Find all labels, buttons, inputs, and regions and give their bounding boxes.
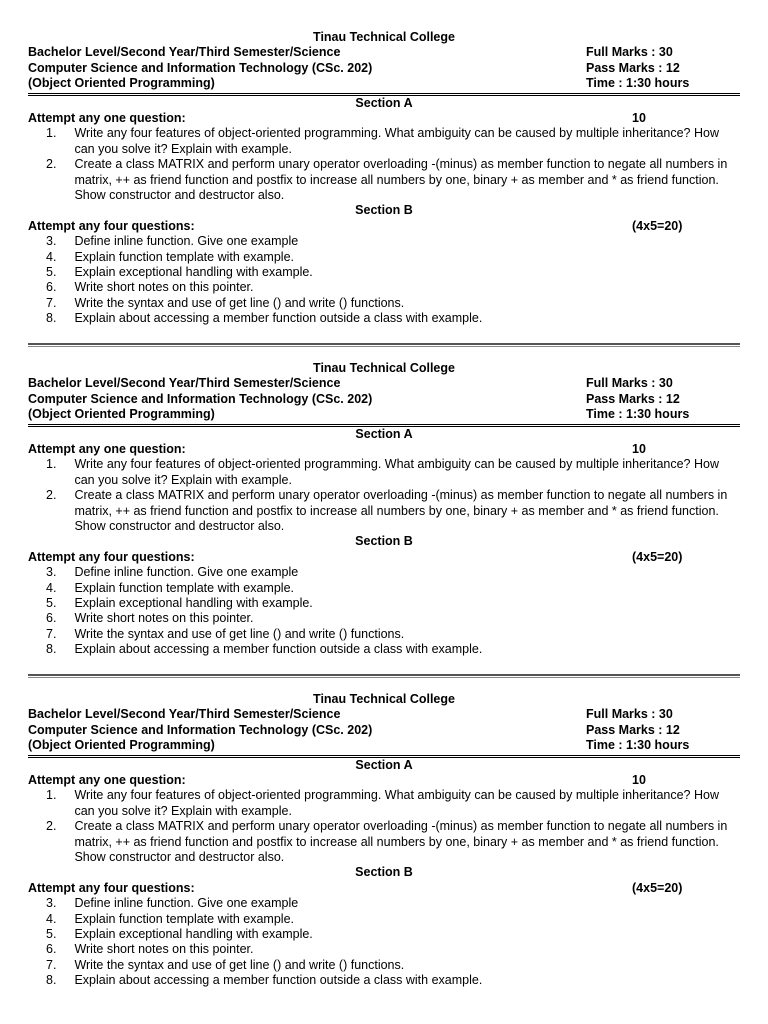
section-b-instruction: Attempt any four questions: — [28, 880, 195, 895]
section-b-marks: (4x5=20) — [632, 218, 683, 233]
question-item — [28, 627, 740, 642]
subject-name: (Object Oriented Programming) — [28, 738, 215, 753]
question-item — [28, 927, 740, 942]
college-name: Tinau Technical College — [313, 361, 455, 375]
section-b-marks: (4x5=20) — [632, 549, 683, 564]
section-b-title: Section B — [355, 865, 413, 880]
question-text: Define inline function. Give one example — [74, 565, 299, 580]
question-item — [28, 819, 740, 865]
pass-marks: Pass Marks : 12 — [586, 722, 680, 737]
section-a-title: Section A — [355, 757, 413, 772]
section-a-instruction: Attempt any one question: — [28, 110, 186, 125]
question-number: 1. — [46, 126, 57, 141]
header-row-course — [28, 723, 740, 738]
exam-slip-2 — [28, 361, 740, 658]
question-number: 6. — [46, 942, 57, 957]
question-text: Write short notes on this pointer. — [74, 611, 254, 626]
section-b-title: Section B — [355, 534, 413, 549]
program-level: Bachelor Level/Second Year/Third Semester/Science — [28, 376, 341, 391]
question-text: Define inline function. Give one example — [74, 896, 299, 911]
question-item — [28, 457, 740, 488]
section-b-instruction-row — [28, 550, 740, 565]
question-text: Explain exceptional handling with example. — [74, 264, 313, 279]
section-a-marks: 10 — [632, 110, 646, 125]
section-b-instruction-row — [28, 881, 740, 896]
question-item — [28, 581, 740, 596]
question-text: Explain about accessing a member function outside a class with example. — [74, 642, 483, 657]
section-b-marks: (4x5=20) — [632, 880, 683, 895]
full-marks: Full Marks : 30 — [586, 707, 673, 722]
header-row-level — [28, 376, 740, 391]
question-text: Write the syntax and use of get line () and write () functions. — [74, 626, 405, 641]
section-a-title: Section A — [355, 426, 413, 441]
section-a-marks: 10 — [632, 441, 646, 456]
question-item — [28, 296, 740, 311]
question-text: Create a class MATRIX and perform unary operator overloading -(minus) as member function to negate all numbers in matrix, ++ as friend function and postfix to increase all numbers by one, binary + as member and * as friend function. Show constructor and destructor also. — [74, 157, 728, 202]
header-row-course — [28, 392, 740, 407]
question-text: Explain function template with example. — [74, 580, 294, 595]
section-a-instruction-row — [28, 773, 740, 788]
course-name: Computer Science and Information Technology (CSc. 202) — [28, 391, 373, 406]
exam-slip-3 — [28, 692, 740, 989]
cut-line-divider — [28, 343, 740, 347]
pass-marks: Pass Marks : 12 — [586, 391, 680, 406]
question-text: Write short notes on this pointer. — [74, 942, 254, 957]
question-number: 4. — [46, 911, 57, 926]
question-number: 3. — [46, 896, 57, 911]
question-number: 2. — [46, 819, 57, 834]
section-a-marks: 10 — [632, 772, 646, 787]
question-text: Explain function template with example. — [74, 249, 294, 264]
question-item — [28, 280, 740, 295]
question-number: 6. — [46, 611, 57, 626]
question-item — [28, 942, 740, 957]
question-text: Explain exceptional handling with example. — [74, 595, 313, 610]
program-level: Bachelor Level/Second Year/Third Semester/Science — [28, 45, 341, 60]
question-number: 1. — [46, 788, 57, 803]
college-name: Tinau Technical College — [313, 30, 455, 44]
time-allowed: Time : 1:30 hours — [586, 76, 690, 91]
question-number: 8. — [46, 311, 57, 326]
time-allowed: Time : 1:30 hours — [586, 407, 690, 422]
question-number: 7. — [46, 957, 57, 972]
header-row-level — [28, 707, 740, 722]
section-b-instruction: Attempt any four questions: — [28, 218, 195, 233]
header-row-subject — [28, 407, 740, 422]
question-text: Write any four features of object-oriented programming. What ambiguity can be caused by multiple inheritance? How can you solve it? Explain with example. — [74, 457, 719, 487]
exam-slip-1 — [28, 30, 740, 327]
section-a-title: Section A — [355, 95, 413, 110]
question-number: 4. — [46, 580, 57, 595]
section-b-title: Section B — [355, 203, 413, 218]
question-number: 5. — [46, 595, 57, 610]
question-item — [28, 596, 740, 611]
subject-name: (Object Oriented Programming) — [28, 407, 215, 422]
question-number: 3. — [46, 565, 57, 580]
question-text: Write any four features of object-oriented programming. What ambiguity can be caused by multiple inheritance? How can you solve it? Explain with example. — [74, 126, 719, 156]
section-a-instruction-row — [28, 442, 740, 457]
header-row-subject — [28, 76, 740, 91]
question-number: 2. — [46, 157, 57, 172]
question-number: 8. — [46, 642, 57, 657]
header-row-level — [28, 45, 740, 60]
question-item — [28, 788, 740, 819]
question-number: 4. — [46, 249, 57, 264]
college-name: Tinau Technical College — [313, 692, 455, 706]
question-number: 8. — [46, 973, 57, 988]
program-level: Bachelor Level/Second Year/Third Semester/Science — [28, 707, 341, 722]
question-text: Explain about accessing a member function outside a class with example. — [74, 973, 483, 988]
question-item — [28, 126, 740, 157]
question-item — [28, 958, 740, 973]
question-text: Explain function template with example. — [74, 911, 294, 926]
time-allowed: Time : 1:30 hours — [586, 738, 690, 753]
question-number: 6. — [46, 280, 57, 295]
question-number: 7. — [46, 295, 57, 310]
question-item — [28, 250, 740, 265]
question-text: Write short notes on this pointer. — [74, 280, 254, 295]
question-item — [28, 896, 740, 911]
question-item — [28, 265, 740, 280]
question-number: 5. — [46, 264, 57, 279]
question-number: 2. — [46, 488, 57, 503]
section-b-instruction-row — [28, 219, 740, 234]
full-marks: Full Marks : 30 — [586, 45, 673, 60]
section-a-instruction-row — [28, 111, 740, 126]
question-item — [28, 642, 740, 657]
section-b-instruction: Attempt any four questions: — [28, 549, 195, 564]
question-item — [28, 611, 740, 626]
header-row-subject — [28, 738, 740, 753]
question-text: Explain about accessing a member function outside a class with example. — [74, 311, 483, 326]
question-text: Create a class MATRIX and perform unary operator overloading -(minus) as member function to negate all numbers in matrix, ++ as friend function and postfix to increase all numbers by one, binary + as member and * as friend function. Show constructor and destructor also. — [74, 488, 728, 533]
question-item — [28, 311, 740, 326]
question-text: Create a class MATRIX and perform unary operator overloading -(minus) as member function to negate all numbers in matrix, ++ as friend function and postfix to increase all numbers by one, binary + as member and * as friend function. Show constructor and destructor also. — [74, 819, 728, 864]
full-marks: Full Marks : 30 — [586, 376, 673, 391]
question-text: Write any four features of object-oriented programming. What ambiguity can be caused by multiple inheritance? How can you solve it? Explain with example. — [74, 788, 719, 818]
subject-name: (Object Oriented Programming) — [28, 76, 215, 91]
course-name: Computer Science and Information Technology (CSc. 202) — [28, 60, 373, 75]
question-text: Define inline function. Give one example — [74, 234, 299, 249]
pass-marks: Pass Marks : 12 — [586, 60, 680, 75]
question-item — [28, 488, 740, 534]
header-row-course — [28, 61, 740, 76]
question-item — [28, 157, 740, 203]
question-text: Write the syntax and use of get line () and write () functions. — [74, 295, 405, 310]
question-number: 5. — [46, 926, 57, 941]
course-name: Computer Science and Information Technology (CSc. 202) — [28, 722, 373, 737]
question-number: 1. — [46, 457, 57, 472]
question-item — [28, 234, 740, 249]
section-a-instruction: Attempt any one question: — [28, 772, 186, 787]
question-item — [28, 565, 740, 580]
section-a-instruction: Attempt any one question: — [28, 441, 186, 456]
question-number: 7. — [46, 626, 57, 641]
question-text: Write the syntax and use of get line () and write () functions. — [74, 957, 405, 972]
question-text: Explain exceptional handling with example. — [74, 926, 313, 941]
question-item — [28, 973, 740, 988]
cut-line-divider — [28, 674, 740, 678]
question-number: 3. — [46, 234, 57, 249]
question-item — [28, 912, 740, 927]
